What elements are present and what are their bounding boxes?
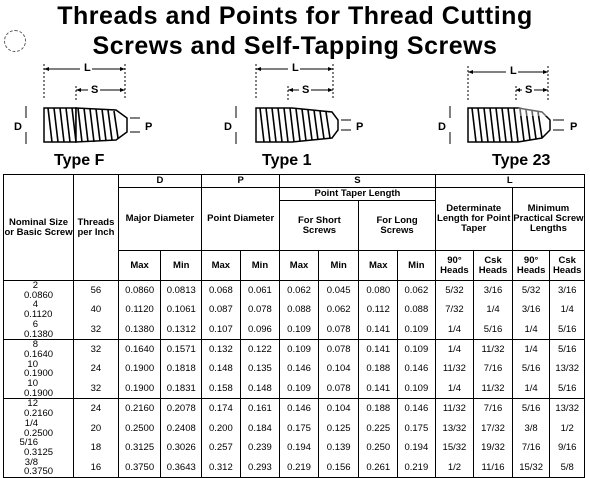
header-nominal: Nominal Size or Basic Screw [4, 175, 74, 281]
cell-min-csk: 5/8 [550, 458, 585, 478]
header-csk-heads: Csk Heads [474, 251, 513, 281]
cell-point-min: 0.293 [240, 458, 280, 478]
dim-label-p: P [570, 121, 578, 133]
dim-label-l: L [510, 65, 517, 77]
cell-nominal-decimal: 0.1640 [24, 348, 54, 360]
cell-min-90: 3/8 [512, 419, 550, 438]
cell-determinate-csk: 19/32 [474, 438, 513, 457]
thread-spec-table [3, 174, 585, 478]
cell-determinate-csk: 11/32 [474, 340, 513, 360]
cell-min-90: 5/16 [512, 360, 550, 379]
header-l: L [435, 175, 584, 188]
cell-major-max: 0.1640 [118, 340, 161, 360]
header-major-diameter: Major Diameter [118, 188, 201, 251]
cell-major-max: 0.1120 [118, 300, 161, 319]
header-p: P [202, 175, 280, 188]
cell-short-max: 0.109 [280, 379, 319, 399]
cell-short-min: 0.156 [318, 458, 359, 478]
cell-nominal-decimal: 0.2160 [24, 408, 54, 420]
table-row [4, 320, 585, 340]
cell-size: 2 [32, 280, 38, 291]
cell-nominal [4, 320, 74, 340]
cell-min-90: 5/16 [512, 399, 550, 419]
cell-short-min: 0.125 [318, 419, 359, 438]
cell-long-max: 0.080 [359, 281, 398, 301]
cell-point-min: 0.078 [240, 300, 280, 319]
table-row [4, 438, 585, 457]
cell-nominal [4, 300, 74, 319]
dim-label-p: P [356, 121, 364, 133]
cell-size: 4 [32, 299, 38, 311]
cell-size: 12 [27, 398, 38, 410]
cell-nominal [4, 340, 74, 360]
cell-major-min: 0.1571 [161, 340, 202, 360]
cell-min-csk: 9/16 [550, 438, 585, 457]
cell-nominal [4, 281, 74, 301]
cell-threads: 32 [74, 320, 119, 340]
cell-min-csk: 5/16 [550, 379, 585, 399]
cell-nominal-decimal: 0.1380 [24, 328, 54, 340]
header-determinate-length: Determinate Length for Point Taper [435, 188, 512, 251]
cell-size: 6 [32, 318, 38, 330]
cell-min-90: 5/32 [512, 281, 550, 301]
cell-point-max: 0.257 [202, 438, 241, 457]
cell-min-csk: 13/32 [550, 399, 585, 419]
cell-point-max: 0.148 [202, 360, 241, 379]
dim-label-l: L [84, 62, 91, 74]
cell-threads: 18 [74, 438, 119, 457]
cell-major-min: 0.3026 [161, 438, 202, 457]
cell-size: 10 [27, 378, 38, 390]
cell-nominal-decimal: 0.3750 [24, 466, 54, 478]
header-minimum-lengths: Minimum Practical Screw Lengths [512, 188, 584, 251]
cell-min-90: 1/4 [512, 320, 550, 340]
cell-short-max: 0.175 [280, 419, 319, 438]
cell-threads: 40 [74, 300, 119, 319]
cell-long-max: 0.250 [359, 438, 398, 457]
header-s: S [280, 175, 435, 188]
cell-determinate-90: 1/4 [435, 379, 474, 399]
type-23-label: Type 23 [492, 152, 551, 169]
table-row [4, 360, 585, 379]
cell-determinate-90: 1/2 [435, 458, 474, 478]
table-row [4, 399, 585, 419]
header-d: D [118, 175, 201, 188]
cell-long-max: 0.261 [359, 458, 398, 478]
cell-nominal-decimal: 0.0860 [24, 289, 54, 301]
cell-point-max: 0.200 [202, 419, 241, 438]
cell-nominal [4, 379, 74, 399]
cell-determinate-90: 15/32 [435, 438, 474, 457]
header-csk-heads: Csk Heads [550, 251, 585, 281]
cell-major-min: 0.2408 [161, 419, 202, 438]
cell-nominal [4, 360, 74, 379]
cell-point-max: 0.312 [202, 458, 241, 478]
cell-point-min: 0.135 [240, 360, 280, 379]
cell-nominal-decimal: 0.2500 [24, 427, 54, 439]
cell-min-90: 1/4 [512, 379, 550, 399]
table-row [4, 458, 585, 478]
cell-short-max: 0.194 [280, 438, 319, 457]
dim-label-d: D [14, 121, 22, 133]
cell-major-max: 0.0860 [118, 281, 161, 301]
cell-nominal [4, 438, 74, 457]
cell-determinate-csk: 3/16 [474, 281, 513, 301]
type-1-diagram [220, 62, 370, 150]
header-point-taper-length: Point Taper Length [280, 188, 435, 201]
cell-point-max: 0.068 [202, 281, 241, 301]
cell-long-max: 0.225 [359, 419, 398, 438]
cell-determinate-csk: 1/4 [474, 300, 513, 319]
cell-short-max: 0.062 [280, 281, 319, 301]
table-row [4, 419, 585, 438]
cell-determinate-csk: 7/16 [474, 360, 513, 379]
cell-determinate-csk: 7/16 [474, 399, 513, 419]
cell-major-max: 0.3125 [118, 438, 161, 457]
cell-point-min: 0.148 [240, 379, 280, 399]
cell-point-min: 0.096 [240, 320, 280, 340]
table-row [4, 281, 585, 301]
cell-point-max: 0.107 [202, 320, 241, 340]
cell-point-min: 0.161 [240, 399, 280, 419]
header-max: Max [280, 251, 319, 281]
cell-major-max: 0.1900 [118, 360, 161, 379]
dim-label-s: S [525, 84, 533, 96]
cell-determinate-90: 13/32 [435, 419, 474, 438]
cell-determinate-csk: 11/16 [474, 458, 513, 478]
cell-threads: 32 [74, 340, 119, 360]
cell-long-min: 0.146 [398, 360, 436, 379]
header-threads: Threads per Inch [74, 175, 119, 281]
header-long-screws: For Long Screws [359, 201, 435, 251]
cell-nominal-decimal: 0.1900 [24, 387, 54, 399]
cell-long-max: 0.141 [359, 340, 398, 360]
cell-short-max: 0.109 [280, 320, 319, 340]
header-90-heads: 90° Heads [512, 251, 550, 281]
cell-major-max: 0.2160 [118, 399, 161, 419]
cell-size: 10 [27, 358, 38, 370]
header-max: Max [359, 251, 398, 281]
cell-size: 3/8 [24, 456, 38, 468]
cell-nominal [4, 458, 74, 478]
cell-determinate-90: 11/32 [435, 399, 474, 419]
cell-threads: 32 [74, 379, 119, 399]
cell-long-max: 0.188 [359, 399, 398, 419]
cell-long-min: 0.219 [398, 458, 436, 478]
cell-short-max: 0.219 [280, 458, 319, 478]
header-max: Max [202, 251, 241, 281]
cell-short-min: 0.062 [318, 300, 359, 319]
title-line-2: Screws and Self-Tapping Screws [92, 32, 498, 60]
cell-nominal-decimal: 0.1900 [24, 368, 54, 380]
header-min: Min [318, 251, 359, 281]
cell-short-max: 0.146 [280, 360, 319, 379]
cell-major-min: 0.3643 [161, 458, 202, 478]
header-min: Min [398, 251, 436, 281]
cell-long-min: 0.062 [398, 281, 436, 301]
cell-short-min: 0.139 [318, 438, 359, 457]
cell-nominal-decimal: 0.1120 [24, 309, 53, 321]
header-min: Min [161, 251, 202, 281]
cell-short-max: 0.109 [280, 340, 319, 360]
cell-long-min: 0.109 [398, 340, 436, 360]
header-90-heads: 90° Heads [435, 251, 474, 281]
cell-short-min: 0.104 [318, 399, 359, 419]
cell-long-max: 0.112 [359, 300, 398, 319]
cell-short-min: 0.045 [318, 281, 359, 301]
cell-major-max: 0.2500 [118, 419, 161, 438]
cell-threads: 24 [74, 360, 119, 379]
type-f-diagram [12, 62, 162, 150]
dim-label-d: D [438, 121, 446, 133]
cell-min-csk: 1/4 [550, 300, 585, 319]
cell-min-90: 15/32 [512, 458, 550, 478]
cell-point-max: 0.087 [202, 300, 241, 319]
cell-point-min: 0.239 [240, 438, 280, 457]
cell-point-max: 0.132 [202, 340, 241, 360]
cell-nominal [4, 399, 74, 419]
cell-major-max: 0.3750 [118, 458, 161, 478]
header-short-screws: For Short Screws [280, 201, 359, 251]
cell-min-csk: 5/16 [550, 320, 585, 340]
type-1-label: Type 1 [262, 152, 312, 169]
cell-short-max: 0.146 [280, 399, 319, 419]
binder-hole-icon [4, 30, 26, 52]
cell-determinate-csk: 11/32 [474, 379, 513, 399]
cell-short-min: 0.104 [318, 360, 359, 379]
cell-long-max: 0.188 [359, 360, 398, 379]
cell-determinate-90: 1/4 [435, 340, 474, 360]
cell-size: 8 [32, 339, 38, 351]
cell-threads: 24 [74, 399, 119, 419]
cell-min-csk: 1/2 [550, 419, 585, 438]
cell-min-90: 7/16 [512, 438, 550, 457]
type-23-diagram [432, 62, 584, 150]
table-row [4, 300, 585, 319]
cell-major-min: 0.1061 [161, 300, 202, 319]
cell-min-90: 3/16 [512, 300, 550, 319]
table-row [4, 340, 585, 360]
cell-long-min: 0.109 [398, 320, 436, 340]
cell-point-min: 0.184 [240, 419, 280, 438]
cell-threads: 20 [74, 419, 119, 438]
dim-label-d: D [224, 121, 232, 133]
cell-short-min: 0.078 [318, 320, 359, 340]
cell-min-csk: 13/32 [550, 360, 585, 379]
cell-major-min: 0.1312 [161, 320, 202, 340]
table-row [4, 379, 585, 399]
cell-point-min: 0.061 [240, 281, 280, 301]
cell-point-max: 0.174 [202, 399, 241, 419]
cell-long-min: 0.088 [398, 300, 436, 319]
cell-major-min: 0.2078 [161, 399, 202, 419]
cell-major-min: 0.1831 [161, 379, 202, 399]
cell-major-max: 0.1900 [118, 379, 161, 399]
cell-determinate-csk: 5/16 [474, 320, 513, 340]
dim-label-s: S [91, 84, 99, 96]
type-f-label: Type F [54, 152, 105, 169]
cell-short-max: 0.088 [280, 300, 319, 319]
cell-determinate-90: 5/32 [435, 281, 474, 301]
cell-size: 1/4 [24, 417, 38, 429]
cell-determinate-90: 11/32 [435, 360, 474, 379]
dim-label-s: S [302, 84, 310, 96]
cell-short-min: 0.078 [318, 340, 359, 360]
cell-threads: 16 [74, 458, 119, 478]
cell-long-min: 0.146 [398, 399, 436, 419]
cell-long-max: 0.141 [359, 320, 398, 340]
cell-determinate-90: 7/32 [435, 300, 474, 319]
cell-long-min: 0.194 [398, 438, 436, 457]
cell-point-max: 0.158 [202, 379, 241, 399]
dim-label-l: L [292, 62, 299, 74]
header-max: Max [118, 251, 161, 281]
cell-short-min: 0.078 [318, 379, 359, 399]
cell-nominal-decimal: 0.3125 [24, 446, 54, 458]
cell-major-min: 0.1818 [161, 360, 202, 379]
cell-threads: 56 [74, 281, 119, 301]
header-min: Min [240, 251, 280, 281]
header-point-diameter: Point Diameter [202, 188, 280, 251]
title-line-1: Threads and Points for Thread Cutting [57, 2, 533, 30]
cell-min-90: 1/4 [512, 340, 550, 360]
cell-size: 5/16 [19, 437, 38, 449]
cell-point-min: 0.122 [240, 340, 280, 360]
cell-long-min: 0.175 [398, 419, 436, 438]
cell-nominal [4, 419, 74, 438]
cell-major-max: 0.1380 [118, 320, 161, 340]
cell-long-max: 0.141 [359, 379, 398, 399]
cell-long-min: 0.109 [398, 379, 436, 399]
cell-determinate-90: 1/4 [435, 320, 474, 340]
cell-determinate-csk: 17/32 [474, 419, 513, 438]
cell-major-min: 0.0813 [161, 281, 202, 301]
dim-label-p: P [145, 121, 153, 133]
cell-min-csk: 3/16 [550, 281, 585, 301]
cell-min-csk: 5/16 [550, 340, 585, 360]
